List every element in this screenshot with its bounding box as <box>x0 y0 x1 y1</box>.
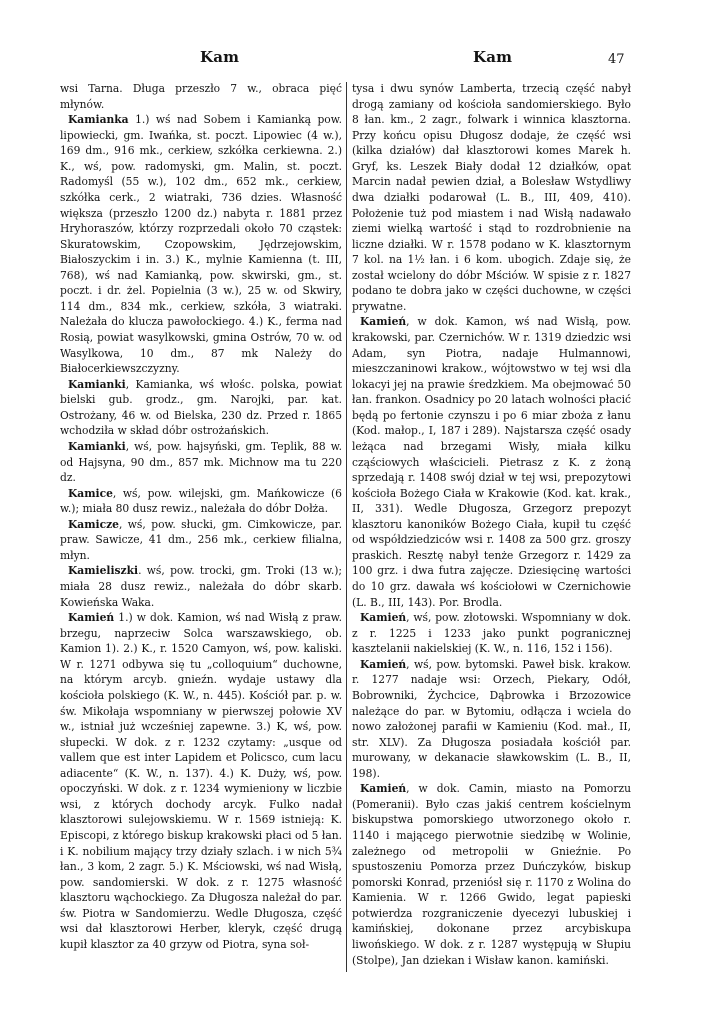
text-column-right <box>352 81 631 981</box>
entry-text: , w dok. Kamon, wś nad Wisłą, pow. krakowski, par. Czernichów. W r. 1319 dziedzic wsi Adam, syn Piotra, nadaje Hulmannowi, mieszczaninowi krakow., wójtowstwo w tej wsi dla lokacyi jej na prawie średzkiem. Ma obejmować 50 łan. frankon. Osadnicy po 20 latach wolności płacić będą po fertonie czynszu i po 6 miar zboża z łanu (Kod. małop., I, 187 i 289). Najstarsza część osady leżąca nad brzegami Wisły, miała kilku cząściowych właścicieli. Pietrasz z K. z żoną sprzedają r. 1408 swój dział w tej wsi, prepozytowi kościoła Bożego Ciała w Krakowie (Kod. kat. krak., II, 331). Wedle Długosza, Grzegorz prepozyt klasztoru kanoników Bożego Ciała, kupił tu część od współdziedziców wsi r. 1408 za 500 grz. groszy praskich. Resztę nabył tenże Grzegorz r. 1429 za 100 grz. i dwa futra zajęcze. Dziesięcinę wartości do 10 grz. dawała wś kościołowi w Czernichowie (L. B., III, 143). Por. Brodla. <box>352 315 631 609</box>
entry-headword: Kamianka <box>68 113 129 127</box>
entry-text: , wś, pow. złotowski. Wspomniany w dok. z r. 1225 i 1233 jako punkt pogranicznej kasztelanii nakielskiej (K. W., n. 116, 152 i 156). <box>352 611 631 656</box>
entry-headword: Kamice <box>68 486 113 500</box>
entry-text: , wś, pow. słucki, gm. Cimkowicze, par. praw. Sawicze, 41 dm., 256 mk., cerkiew filialna, młyn. <box>60 517 342 562</box>
entry-headword: Kamianki <box>68 439 126 453</box>
entry-text: , w dok. Camin, miasto na Pomorzu (Pomeranii). Było czas jakiś centrem kościelnym biskupstwa pomorskiego utworzonego około r. 1140 i mającego pierwotnie siedzibę w Wolinie, zależnego od metropolii w Gnieźnie. Po spustoszeniu Pomorza przez Duńczyków, biskup pomorski Konrad, przeniósł się r. 1170 z Wolina do Kamienia. W r. 1266 Gwido, legat papieski potwierdza rozgraniczenie dyecezyi lubuskiej i kamińskiej, dokonane przez arcybiskupa liwońskiego. W dok. z r. 1287 występują w Słupiu (Stolpe), Jan dziekan i Wisław kanon. kamiński. <box>352 782 631 967</box>
entry-headword: Kamień <box>360 657 407 671</box>
dictionary-entry <box>60 563 342 610</box>
entry-text: wsi Tarna. Długa przeszło 7 w., obraca pięć młynów. <box>60 82 342 111</box>
entry-text: , wś, pow. wilejski, gm. Mańkowicze (6 w.); miała 80 dusz rewiz., należała do dóbr Dołża. <box>60 486 342 516</box>
entry-headword: Kamień <box>360 782 407 796</box>
text-column-left <box>60 81 342 981</box>
entry-text: 1.) w dok. Kamion, wś nad Wisłą z praw. brzegu, naprzeciw Solca warszawskiego, ob. Kamion 1). 2.) K., r. 1520 Camyon, wś, pow. kaliski. W r. 1271 odbywa się tu „colloquium“ duchowne, na którym arcyb. gnieźn. wydaje ustawy dla kościoła polskiego (K. W., n. 445). Kościół par. p. w. św. Mikołaja wspomniany w pierwszej połowie XV w., istniał już wcześniej zapewne. 3.) K, wś, pow. słupecki. W dok. z r. 1232 czytamy: „usque od vallem que est inter Lapidem et Policsco, cum lacu adiacente“ (K. W., n. 137). 4.) K. Duży, wś, pow. opoczyński. W dok. z r. 1234 wymieniony w liczbie wsi, z których dochody arcyk. Fulko nadał klasztorowi sulejowskiemu. W r. 1569 istnieją: K. Episcopi, z którego biskup krakowski płaci od 5 łan. i K. nobilium mający trzy działy szlach. i w nich 5¾ łan., 3 kom, 2 zagr. 5.) K. Mściowski, wś nad Wisłą, pow. sandomierski. W dok. z r. 1275 własność klasztoru wąchockiego. Za Długosza należał do par. św. Piotra w Sandomierzu. Wedle Długosza, część wsi dał klasztorowi Herber, kleryk, część drugą kupił klasztor za 40 grzyw od Piotra, syna soł- <box>60 611 342 951</box>
dictionary-entry <box>352 781 631 968</box>
entry-headword: Kamicze <box>68 517 119 531</box>
entry-text: . wś, pow. trocki, gm. Troki (13 w.); miała 28 dusz rewiz., należała do dóbr skarb. Kowieńska Waka. <box>60 564 342 609</box>
entry-headword: Kamieliszki <box>68 564 139 578</box>
running-header-left: Kam <box>200 48 240 66</box>
entry-text: , wś, pow. hajsyński, gm. Teplik, 88 w. od Hajsyna, 90 dm., 857 mk. Michnow ma tu 220 dz. <box>60 439 342 485</box>
dictionary-entry <box>352 610 631 657</box>
dictionary-entry <box>60 377 342 439</box>
entry-headword: Kamień <box>68 611 115 625</box>
entry-headword: Kamianki <box>68 377 126 391</box>
entry-headword: Kamień <box>360 611 407 625</box>
entry-headword: Kamień <box>360 315 407 329</box>
entry-text: 1.) wś nad Sobem i Kamianką pow. lipowiecki, gm. Iwańka, st. poczt. Lipowiec (4 w.), 169 dm., 916 mk., cerkiew, szkółka cerkiewna. 2.) K., wś, pow. radomyski, gm. Malin, st. poczt. Radomyśl (55 w.), 102 dm., 652 mk., cerkiew, szkółka cerk., 2 wiatraki, 736 dzies. Własność większa (przeszło 1200 dz.) nabyta r. 1881 przez Hryhoraszów, którzy rozprzedali około 70 cząstek: Skuratowskim, Czopowskim, Jędrzejowskim, Białoszyckim i in. 3.) K., mylnie Kamienna (t. III, 768), wś nad Kamianką, pow. skwirski, gm., st. poczt. i dr. żel. Popielnia (3 w.), 25 w. od Skwiry, 114 dm., 834 mk., cerkiew, szkóła, 3 wiatraki. Należała do klucza pawołockiego. 4.) K., ferma nad Rosią, powiat wasylkowski, gmina Ostrów, 70 w. od Wasylkowa, 10 dm., 87 mk Należy do Białocerkiewszczyzny. <box>60 113 342 376</box>
dictionary-entry <box>60 486 342 517</box>
running-header-right: Kam <box>473 48 513 66</box>
entry-text: , wś, pow. bytomski. Paweł bisk. krakow. r. 1277 nadaje wsi: Orzech, Piekary, Odół, Bobrowniki, Żychcice, Dąbrowka i Brzozowice należące do par. w Bytomiu, odłącza i wciela do nowo założonej parafii w Kamieniu (Kod. mał., II, str. XLV). Za Długosza posiadała kościół par. murowany, w dekanacie sławkowskim (L. B., II, 198). <box>352 657 631 780</box>
entry-text: tysa i dwu synów Lamberta, trzecią część nabył drogą zamiany od kościoła sandomierskiego. Było 8 łan. km., 2 zagr., folwark i winnica klasztorna. Przy końcu opisu Długosz dodaje, że część wsi (kilka działów) dał klasztorowi komes Marek h. Gryf, ks. Leszek Biały dodał 12 działków, opat Marcin nadał pewien dział, a Bolesław Wstydliwy dwa działki podarował (L. B., III, 409, 410). Położenie tuż pod miastem i nad Wisłą nadawało ziemi wielką wartość i stąd to rozdrobnienie na liczne działki. W r. 1578 podano w K. klasztornym 7 kol. na 1½ łan. i 6 kom. ubogich. Zdaje się, że został wcielony do dóbr Mściów. W spisie z r. 1827 podano te dobra jako w części duchowne, w części prywatne. <box>352 82 631 313</box>
dictionary-entry <box>352 81 631 314</box>
dictionary-entry <box>60 439 342 486</box>
page-number: 47 <box>608 52 625 67</box>
dictionary-entry <box>352 314 631 610</box>
dictionary-entry <box>352 657 631 782</box>
dictionary-entry <box>60 112 342 377</box>
dictionary-entry <box>60 81 342 112</box>
dictionary-entry <box>60 517 342 564</box>
entry-text: , Kamianka, wś włośc. polska, powiat bielski gub. grodz., gm. Narojki, par. kat. Ostrożany, 46 w. od Bielska, 230 dz. Przed r. 1865 wchodziła w skład dóbr ostrożańskich. <box>60 377 342 438</box>
dictionary-entry <box>60 610 342 952</box>
column-divider <box>346 82 347 972</box>
